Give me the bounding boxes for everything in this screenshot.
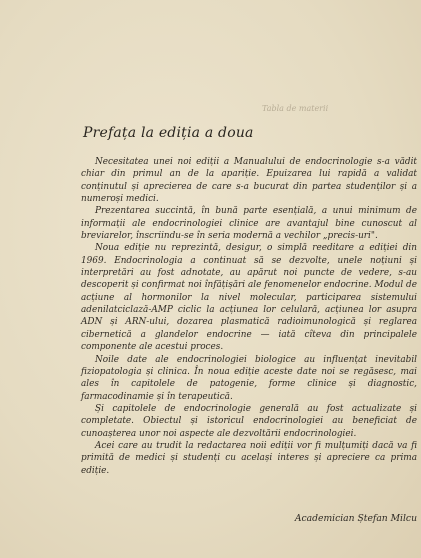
preface-body xyxy=(81,156,417,477)
page-title: Prefața la ediția a doua xyxy=(83,125,254,141)
signature: Academician Ștefan Milcu xyxy=(294,513,417,524)
paragraph-2: Prezentarea succintă, în bună parte esențială, a unui minimum de informații ale endocrinologiei clinice are avantajul bine cunoscut al breviarelor, înscriindu-se în seria modernă a vechilor „precis-uri". xyxy=(81,206,417,242)
paragraph-1: Necesitatea unei noi ediții a Manualului de endocrinologie s-a vădit chiar din primul an de la apariție. Epuizarea lui rapidă a validat conținutul și aprecierea de care s-a bucurat din partea studenților și a numeroși medici. xyxy=(81,157,417,205)
bleed-through-text: Tabla de materii xyxy=(262,104,329,113)
paragraph-6: Acei care au trudit la redactarea noii ediții vor fi mulțumiți dacă va fi primită de medici și studenți cu același interes și apreciere ca prima ediție. xyxy=(81,440,417,476)
paragraph-4: Noile date ale endocrinologiei biologice au influențat inevitabil fiziopatologia și clinica. În noua ediție aceste date noi se regăsesc, mai ales în capitolele de patogenie, forme clinice și diagnostic, farmacodinamie și în terapeutică. xyxy=(81,354,417,402)
paragraph-5: Și capitolele de endocrinologie generală au fost actualizate și completate. Obiectul și istoricul endocrinologiei au beneficiat de cunoașterea unor noi aspecte ale dezvoltării endocrinologiei. xyxy=(81,403,417,439)
paragraph-3: Noua ediție nu reprezintă, desigur, o simplă reeditare a ediției din 1969. Endocrinologia a continuat să se dezvolte, unele noțiuni și interpretări au fost adnotate, au apărut noi puncte de vedere, s-au descoperit și confirmat noi înfățișări ale fenomenelor endocrine. Modul de acțiune al hormonilor la nivel molecular, participarea sistemului adenilatciclază-AMP ciclic la acțiunea lor celulară, acțiunea lor asupra ADN și ARN-ului, dozarea plasmatică radioimunologică și reglarea cibernetică a glandelor endocrine — iată cîteva din principalele componente ale acestui proces. xyxy=(81,243,417,353)
